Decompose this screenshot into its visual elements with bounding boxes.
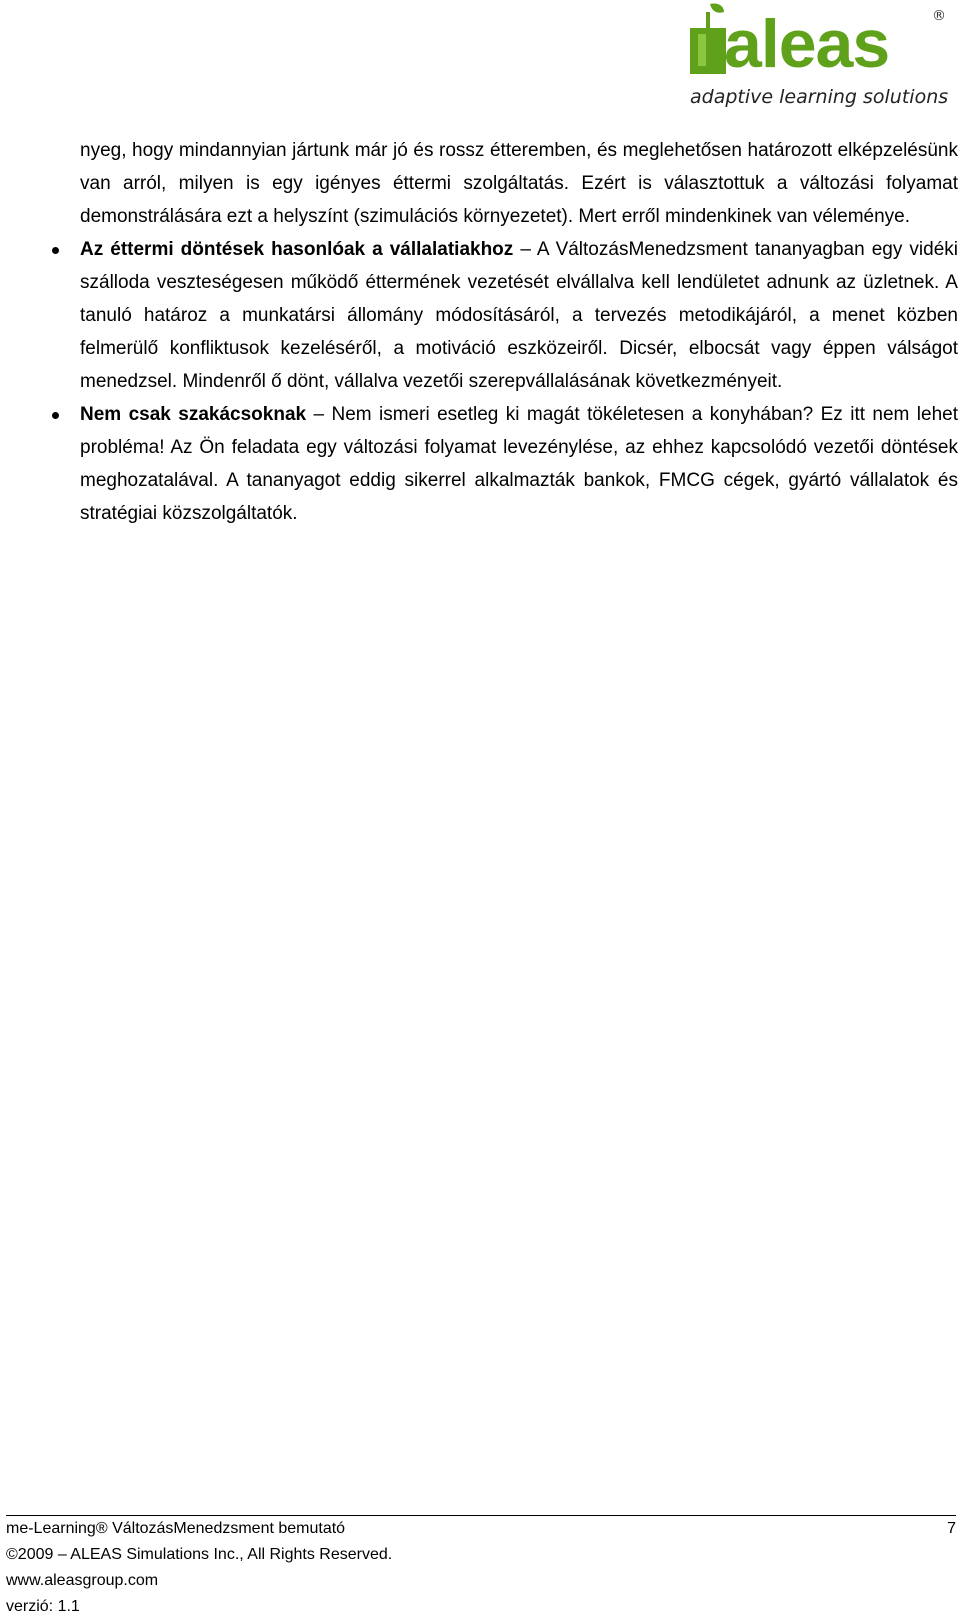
footer-copyright: ©2009 – ALEAS Simulations Inc., All Rights Reserved.: [6, 1546, 393, 1563]
bullet-text: – A VáltozásMenedzsment tananyagban egy vidéki szálloda veszteségesen működő éttermének vezetését elvállalva kell lendületet adnunk az üzletnek. A tanuló határoz a munkatársi állomány módosításáról, a tervezés metodikájáról, a menet közben felmerülő konfliktusok kezeléséről, a motiváció eszközeiről. Dicsér, elbocsát vagy éppen válságot menedzsel. Mindenről ő dönt, vállalva vezetői szerepvállalásának következményeit.: [80, 239, 958, 392]
footer-website: www.aleasgroup.com: [6, 1572, 159, 1589]
bullet-text: – Nem ismeri esetleg ki magát tökéletesen a konyhában? Ez itt nem lehet probléma! Az Ön feladata egy változási folyamat levezénylése, az ehhez kapcsolódó vezetői döntések meghozatalával. A tananyagot eddig sikerrel alkalmazták bankok, FMCG cégek, gyártó vállalatok és stratégiai közszolgáltatók.: [80, 404, 958, 524]
logo-wordmark: aleas: [724, 6, 890, 82]
page-number: 7: [947, 1520, 956, 1537]
footer-doc-title: me-Learning® VáltozásMenedzsment bemutató: [6, 1520, 346, 1537]
main-content: [80, 134, 958, 530]
bullet-dot-icon: [52, 412, 59, 419]
bullet-dot-icon: [52, 247, 59, 254]
bullet-title: Az éttermi döntések hasonlóak a vállalatiakhoz: [80, 239, 514, 260]
bullet-item: [80, 398, 958, 530]
logo-tagline: adaptive learning solutions: [690, 86, 949, 108]
aleas-logo: [688, 2, 956, 114]
apple-icon: [688, 2, 728, 82]
bullet-title: Nem csak szakácsoknak: [80, 404, 307, 425]
bullet-item: [80, 233, 958, 398]
footer-version: verzió: 1.1: [6, 1598, 80, 1615]
registered-mark: ®: [932, 8, 946, 24]
page-footer: [6, 1515, 956, 1620]
intro-paragraph: nyeg, hogy mindannyian jártunk már jó és rossz étteremben, és meglehetősen határozott elképzelésünk van arról, milyen is egy igényes éttermi szolgáltatás. Ezért is választottuk a változási folyamat demonstrálására ezt a helyszínt (szimulációs környezetet). Mert erről mindenkinek van véleménye.: [80, 140, 958, 227]
